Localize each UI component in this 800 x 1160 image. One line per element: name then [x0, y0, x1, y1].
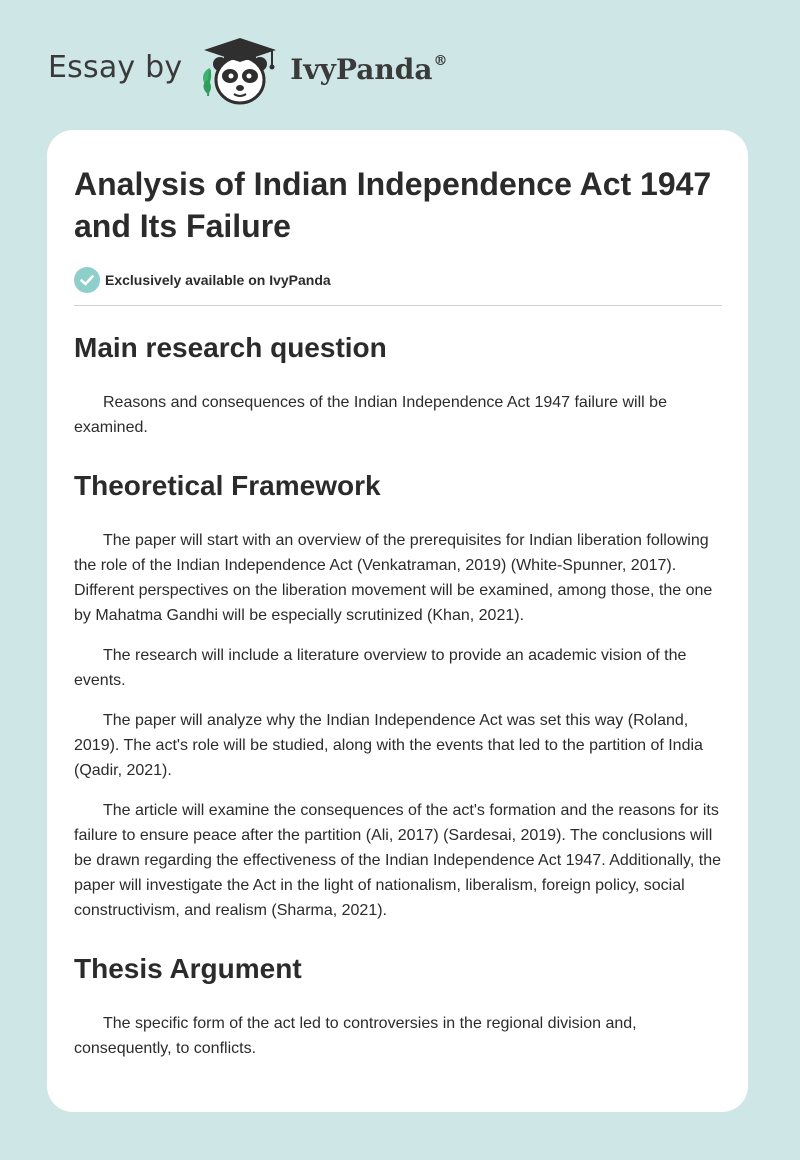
panda-graduate-icon — [196, 34, 284, 108]
essay-card — [47, 130, 748, 1112]
check-circle-icon — [74, 267, 100, 293]
exclusive-label: Exclusively available on IvyPanda — [105, 272, 331, 288]
paragraph: The paper will start with an overview of the prerequisites for Indian liberation following the role of the Indian Independence Act (Venkatraman, 2019) (White-Spunner, 2017). Different perspectives on the liberation movement will be examined, among those, the one by Mahatma Gandhi will be especially scrutinized (Khan, 2021). — [74, 532, 713, 624]
brand-logo[interactable] — [48, 34, 447, 108]
paragraph: The paper will analyze why the Indian Independence Act was set this way (Roland, 2019). The act's role will be studied, along with the events that led to the partition of India (Qadir, 2021). — [74, 712, 703, 779]
section-heading-theoretical-framework: Theoretical Framework — [74, 470, 381, 501]
registered-mark: ® — [433, 52, 448, 69]
section-heading-thesis-argument: Thesis Argument — [74, 953, 302, 984]
title-divider — [74, 305, 722, 306]
paragraph: The specific form of the act led to controversies in the regional division and, consequently, to conflicts. — [74, 1015, 637, 1057]
brand-prefix: Essay by — [48, 49, 183, 85]
paragraph: The article will examine the consequences of the act's formation and the reasons for its failure to ensure peace after the partition (Ali, 2017) (Sardesai, 2019). The conclusions will be drawn regarding the effectiveness of the Indian Independence Act 1947. Additionally, the paper will investigate the Act in the light of nationalism, liberalism, foreign policy, social constructivism, and realism (Sharma, 2021). — [74, 802, 721, 919]
paragraph: Reasons and consequences of the Indian Independence Act 1947 failure will be examined. — [74, 394, 667, 436]
essay-title: Analysis of Indian Independence Act 1947 and Its Failure — [74, 166, 712, 244]
section-heading-research-question: Main research question — [74, 332, 387, 363]
brand-name: IvyPanda® — [290, 52, 448, 86]
paragraph: The research will include a literature overview to provide an academic vision of the events. — [74, 647, 687, 689]
exclusive-badge — [74, 267, 722, 293]
